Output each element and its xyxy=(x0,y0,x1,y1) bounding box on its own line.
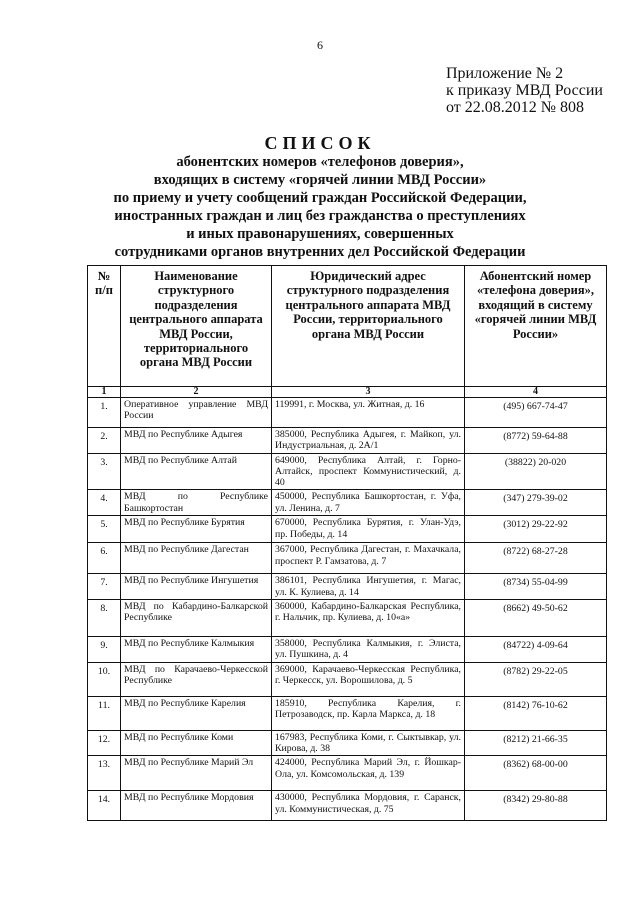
hotline-table xyxy=(87,265,607,821)
table-row xyxy=(88,398,607,428)
row-name: МВД по Республике Дагестан xyxy=(121,543,272,574)
row-name: МВД по Республике Марий Эл xyxy=(121,756,272,791)
table-body xyxy=(88,398,607,821)
row-address: 167983, Республика Коми, г. Сыктывкар, ул. Кирова, д. 38 xyxy=(272,730,465,756)
header-name: Наименование структурного подразделения центрального аппарата МВД России, территориального органа МВД России xyxy=(121,266,272,387)
row-number: 14. xyxy=(88,791,121,821)
row-number: 1. xyxy=(88,398,121,428)
row-name: МВД по Республике Ингушетия xyxy=(121,574,272,600)
row-address: 369000, Карачаево-Черкесская Республика, г. Черкесск, ул. Ворошилова, д. 5 xyxy=(272,662,465,696)
table-row xyxy=(88,516,607,543)
row-phone: (8722) 68-27-28 xyxy=(465,543,607,574)
row-address: 670000, Республика Бурятия, г. Улан-Удэ, пр. Победы, д. 14 xyxy=(272,516,465,543)
column-number-3: 3 xyxy=(272,387,465,398)
row-phone: (8734) 55-04-99 xyxy=(465,574,607,600)
table-row xyxy=(88,490,607,516)
row-phone: (8782) 29-22-05 xyxy=(465,662,607,696)
row-address: 430000, Республика Мордовия, г. Саранск, ул. Коммунистическая, д. 75 xyxy=(272,791,465,821)
row-phone: (8772) 59-64-88 xyxy=(465,428,607,454)
row-name: Оперативное управление МВД России xyxy=(121,398,272,428)
table-row xyxy=(88,574,607,600)
table-row xyxy=(88,730,607,756)
table-row xyxy=(88,428,607,454)
appendix-line-2: к приказу МВД России xyxy=(446,82,603,99)
row-number: 11. xyxy=(88,696,121,730)
header-address: Юридический адрес структурного подразделения центрального аппарата МВД России, территориального органа МВД России xyxy=(272,266,465,387)
row-number: 9. xyxy=(88,637,121,663)
row-name: МВД по Кабардино-Балкарской Республике xyxy=(121,600,272,637)
table-row xyxy=(88,791,607,821)
row-name: МВД по Республике Бурятия xyxy=(121,516,272,543)
title-line-2: входящих в систему «горячей линии МВД России» xyxy=(153,172,487,188)
appendix-line-1: Приложение № 2 xyxy=(446,65,564,82)
row-address: 424000, Республика Марий Эл, г. Йошкар-Ола, ул. Комсомольская, д. 139 xyxy=(272,756,465,791)
table-row xyxy=(88,696,607,730)
row-address: 649000, Республика Алтай, г. Горно-Алтайск, проспект Коммунистический, д. 40 xyxy=(272,453,465,490)
column-number-2: 2 xyxy=(121,387,272,398)
row-phone: (8142) 76-10-62 xyxy=(465,696,607,730)
row-phone: (495) 667-74-47 xyxy=(465,398,607,428)
row-name: МВД по Республике Коми xyxy=(121,730,272,756)
row-number: 12. xyxy=(88,730,121,756)
row-number: 13. xyxy=(88,756,121,791)
table-row xyxy=(88,637,607,663)
table-row xyxy=(88,600,607,637)
row-name: МВД по Республике Адыгея xyxy=(121,428,272,454)
row-phone: (84722) 4-09-64 xyxy=(465,637,607,663)
page-number: 6 xyxy=(317,38,323,52)
row-phone: (8662) 49-50-62 xyxy=(465,600,607,637)
appendix-line-3: от 22.08.2012 № 808 xyxy=(446,99,585,116)
table-row xyxy=(88,756,607,791)
row-number: 4. xyxy=(88,490,121,516)
row-number: 6. xyxy=(88,543,121,574)
title-line-3: по приему и учету сообщений граждан Российской Федерации, xyxy=(113,190,527,206)
row-name: МВД по Республике Алтай xyxy=(121,453,272,490)
row-name: МВД по Республике Мордовия xyxy=(121,791,272,821)
row-address: 450000, Республика Башкортостан, г. Уфа, ул. Ленина, д. 7 xyxy=(272,490,465,516)
row-number: 7. xyxy=(88,574,121,600)
row-name: МВД по Республике Калмыкия xyxy=(121,637,272,663)
row-address: 119991, г. Москва, ул. Житная, д. 16 xyxy=(272,398,465,428)
row-address: 360000, Кабардино-Балкарская Республика, г. Нальчик, пр. Кулиева, д. 10«а» xyxy=(272,600,465,637)
row-phone: (38822) 20-020 xyxy=(465,453,607,490)
appendix-block xyxy=(446,65,603,116)
row-phone: (347) 279-39-02 xyxy=(465,490,607,516)
row-number: 8. xyxy=(88,600,121,637)
row-name: МВД по Республике Карелия xyxy=(121,696,272,730)
title-line-5: и иных правонарушениях, совершенных xyxy=(186,226,454,242)
row-address: 385000, Республика Адыгея, г. Майкоп, ул. Индустриальная, д. 2А/1 xyxy=(272,428,465,454)
table-row xyxy=(88,543,607,574)
row-name: МВД по Карачаево-Черкесской Республике xyxy=(121,662,272,696)
row-address: 358000, Республика Калмыкия, г. Элиста, ул. Пушкина, д. 4 xyxy=(272,637,465,663)
row-address: 185910, Республика Карелия, г. Петрозаводск, пр. Карла Маркса, д. 18 xyxy=(272,696,465,730)
row-address: 386101, Республика Ингушетия, г. Магас, ул. К. Кулиева, д. 14 xyxy=(272,574,465,600)
row-number: 10. xyxy=(88,662,121,696)
title-line-6: сотрудниками органов внутренних дел Российской Федерации xyxy=(114,244,526,260)
row-phone: (8342) 29-80-88 xyxy=(465,791,607,821)
title-line-1: абонентских номеров «телефонов доверия», xyxy=(176,154,464,170)
title-line-4: иностранных граждан и лиц без гражданства о преступлениях xyxy=(114,208,526,224)
table-row xyxy=(88,662,607,696)
row-number: 5. xyxy=(88,516,121,543)
document-title xyxy=(90,133,550,261)
column-number-4: 4 xyxy=(465,387,607,398)
row-name: МВД по Республике Башкортостан xyxy=(121,490,272,516)
table-row xyxy=(88,453,607,490)
row-number: 2. xyxy=(88,428,121,454)
row-number: 3. xyxy=(88,453,121,490)
row-phone: (3012) 29-22-92 xyxy=(465,516,607,543)
header-phone: Абонентский номер «телефона доверия», входящий в систему «горячей линии МВД России» xyxy=(465,266,607,387)
row-phone: (8212) 21-66-35 xyxy=(465,730,607,756)
header-number: № п/п xyxy=(88,266,121,387)
title-main: СПИСОК xyxy=(264,133,376,153)
row-address: 367000, Республика Дагестан, г. Махачкала, проспект Р. Гамзатова, д. 7 xyxy=(272,543,465,574)
column-number-1: 1 xyxy=(88,387,121,398)
row-phone: (8362) 68-00-00 xyxy=(465,756,607,791)
